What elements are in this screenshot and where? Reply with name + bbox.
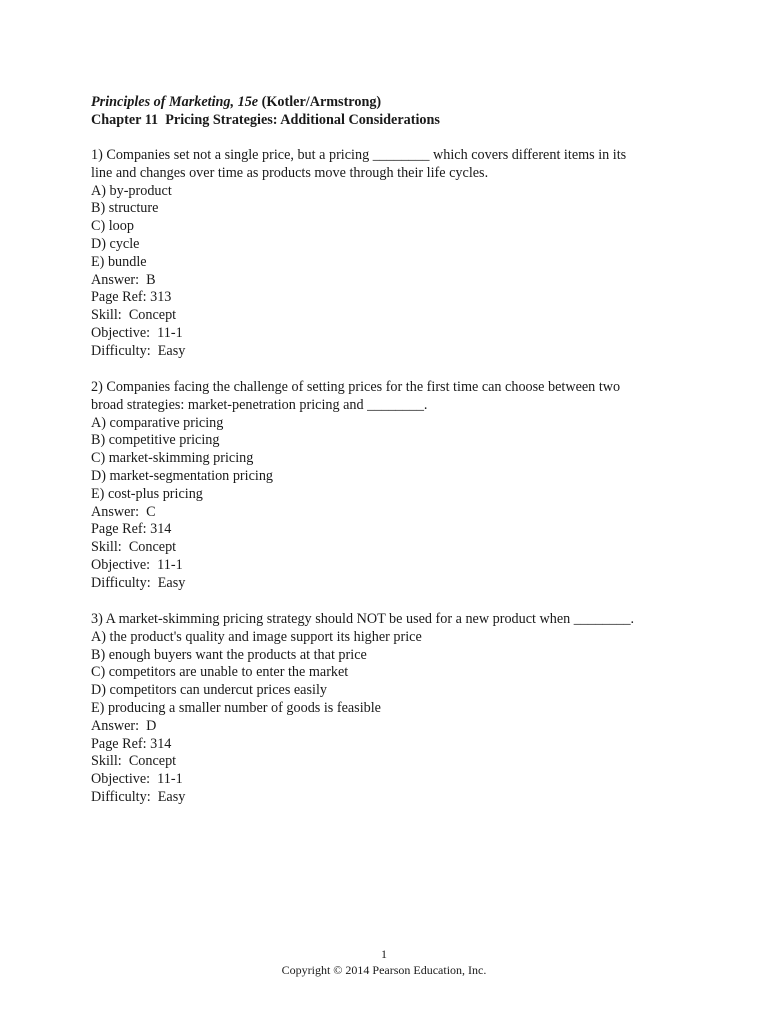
copyright-notice: Copyright © 2014 Pearson Education, Inc. [281, 963, 487, 977]
objective: Objective: 11-1 [91, 324, 183, 341]
option-b: B) competitive pricing [91, 432, 220, 449]
question-1 [91, 147, 671, 361]
question-stem: broad strategies: market-penetration pricing and ________. [91, 396, 428, 413]
skill: Skill: Concept [91, 307, 177, 324]
authors: (Kotler/Armstrong) [261, 94, 382, 110]
title-line [91, 93, 691, 111]
question-3 [91, 611, 671, 807]
answer: Answer: D [91, 717, 157, 734]
page-ref: Page Ref: 314 [91, 735, 172, 752]
difficulty: Difficulty: Easy [91, 788, 186, 805]
question-2 [91, 379, 671, 593]
skill: Skill: Concept [91, 753, 177, 770]
chapter-title: Chapter 11 Pricing Strategies: Additional Considerations [91, 112, 440, 128]
option-a: A) comparative pricing [91, 414, 224, 431]
question-stem: 2) Companies facing the challenge of setting prices for the first time can choose between two [91, 379, 621, 395]
option-c: C) competitors are unable to enter the market [91, 664, 349, 681]
question-stem: 3) A market-skimming pricing strategy should NOT be used for a new product when ________. [91, 611, 635, 627]
document-header [91, 93, 691, 129]
answer: Answer: B [91, 271, 156, 288]
option-e: E) cost-plus pricing [91, 485, 203, 502]
option-b: B) enough buyers want the products at that price [91, 646, 367, 663]
option-c: C) loop [91, 218, 134, 235]
answer: Answer: C [91, 503, 156, 520]
option-d: D) market-segmentation pricing [91, 467, 274, 484]
question-stem: 1) Companies set not a single price, but a pricing ________ which covers different items in its [91, 147, 627, 163]
book-title: Principles of Marketing, 15e [91, 94, 259, 110]
option-a: A) the product's quality and image support its higher price [91, 628, 422, 645]
objective: Objective: 11-1 [91, 771, 183, 788]
difficulty: Difficulty: Easy [91, 342, 186, 359]
option-e: E) bundle [91, 253, 147, 270]
page-ref: Page Ref: 313 [91, 289, 172, 306]
page-number: 1 [381, 947, 387, 961]
option-c: C) market-skimming pricing [91, 450, 254, 467]
page-ref: Page Ref: 314 [91, 521, 172, 538]
option-d: D) cycle [91, 235, 140, 252]
question-stem: line and changes over time as products move through their life cycles. [91, 164, 489, 181]
option-b: B) structure [91, 200, 159, 217]
skill: Skill: Concept [91, 539, 177, 556]
objective: Objective: 11-1 [91, 556, 183, 573]
difficulty: Difficulty: Easy [91, 574, 186, 591]
option-e: E) producing a smaller number of goods is feasible [91, 699, 381, 716]
option-d: D) competitors can undercut prices easily [91, 682, 327, 699]
option-a: A) by-product [91, 182, 172, 199]
